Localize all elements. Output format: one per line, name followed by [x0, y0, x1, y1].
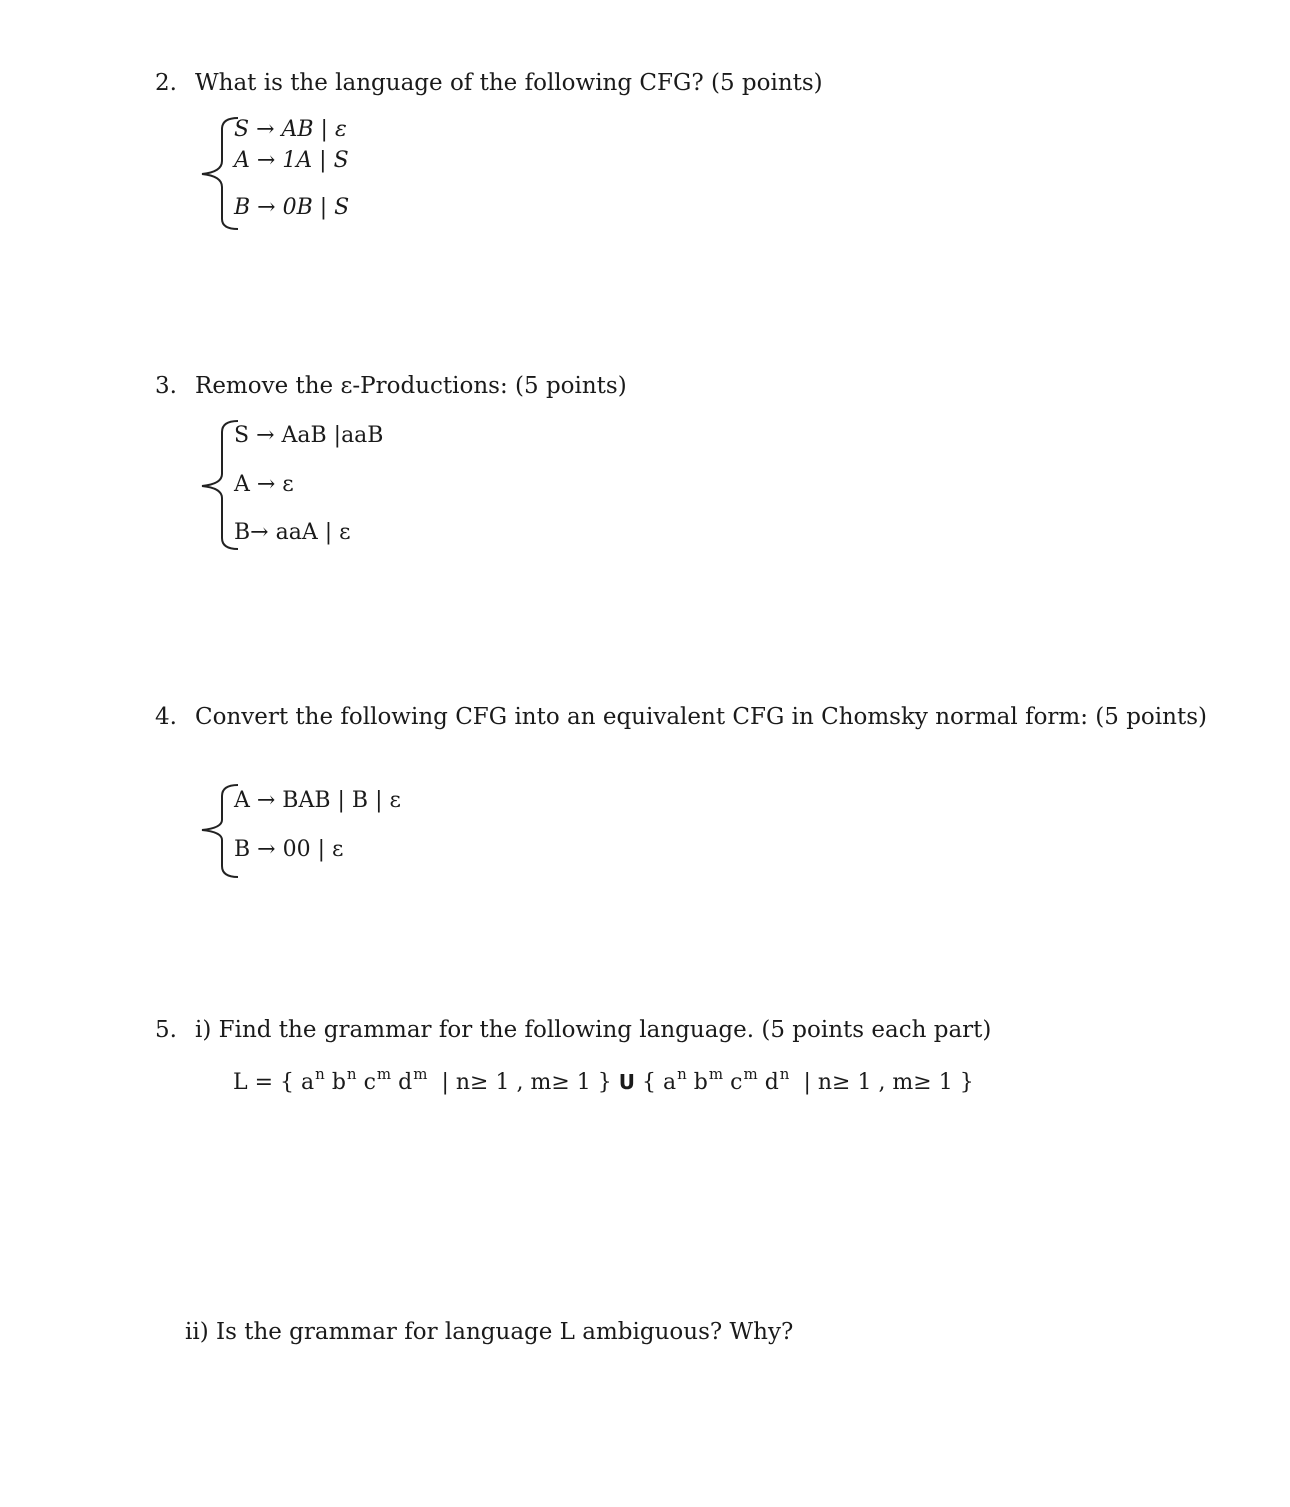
term-d: d: [398, 1070, 413, 1095]
exponent: m: [708, 1065, 724, 1083]
term-a: a: [663, 1070, 677, 1095]
grammar-rule: B → 00 | ε: [234, 837, 344, 862]
question-part-2: ii) Is the grammar for language L ambiguous? Why?: [185, 1319, 794, 1345]
question-number: 5.: [155, 1017, 177, 1043]
term-b: b: [331, 1070, 346, 1095]
exponent: m: [413, 1065, 428, 1083]
language-definition: [233, 1065, 974, 1095]
language-lhs: L = {: [233, 1070, 295, 1095]
question-number: 4.: [155, 704, 177, 730]
grammar-rule: S → AB | ε: [234, 117, 347, 142]
question-number: 3.: [155, 373, 177, 399]
grammar-rule: B→ aaA | ε: [234, 520, 351, 545]
term-b: b: [693, 1070, 708, 1095]
question-text: What is the language of the following CFG? (5 points): [195, 70, 823, 96]
union-symbol: U: [618, 1070, 635, 1094]
term-c: c: [363, 1070, 376, 1095]
grammar-rule: B → 0B | S: [234, 195, 350, 220]
exponent: n: [346, 1065, 357, 1083]
exponent: n: [779, 1065, 790, 1083]
set-open-brace: {: [642, 1070, 656, 1095]
question-text: Convert the following CFG into an equivalent CFG in Chomsky normal form: (5 points): [195, 704, 1207, 730]
term-d: d: [764, 1070, 779, 1095]
grammar-rule: S → AaB |aaB: [234, 423, 384, 448]
grammar-rule: A → BAB | B | ε: [234, 788, 401, 813]
grammar-rule: A → ε: [234, 472, 294, 497]
exponent: m: [376, 1065, 392, 1083]
grammar-rule: A → 1A | S: [234, 148, 349, 173]
question-number: 2.: [155, 70, 177, 96]
set-condition: | n≥ 1 , m≥ 1 }: [441, 1070, 612, 1095]
exponent: n: [315, 1065, 325, 1083]
set-condition: | n≥ 1 , m≥ 1 }: [803, 1070, 974, 1095]
term-a: a: [301, 1070, 315, 1095]
question-text: Remove the ε-Productions: (5 points): [195, 373, 627, 399]
question-text: i) Find the grammar for the following language. (5 points each part): [195, 1017, 992, 1043]
exponent: m: [743, 1065, 758, 1083]
exponent: n: [677, 1065, 687, 1083]
term-c: c: [730, 1070, 743, 1095]
